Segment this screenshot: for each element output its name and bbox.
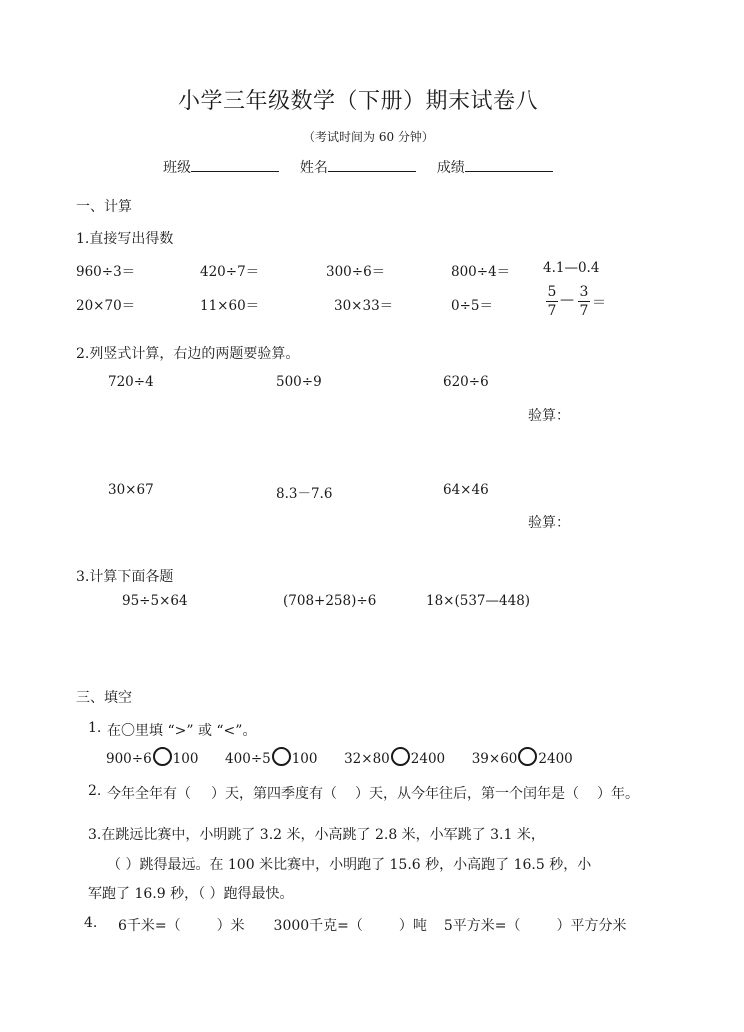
unit-part: ）平方分米 <box>556 918 627 934</box>
compare-circle[interactable] <box>518 747 537 766</box>
fill-q2-number: 2. <box>88 783 102 799</box>
fill-q2-part1: 今年全年有（ <box>107 786 191 802</box>
vertical-item: 64×46 <box>443 482 489 498</box>
q2-label: 2.列竖式计算，右边的两题要验算。 <box>76 346 300 362</box>
score-label: 成绩 <box>436 160 465 176</box>
name-blank[interactable] <box>328 171 416 172</box>
score-blank[interactable] <box>465 171 553 172</box>
unit-part: 3000千克=（ <box>273 918 363 934</box>
oral-item: 11×60＝ <box>200 298 260 314</box>
oral-item: 4.1—0.4 <box>543 260 600 276</box>
mixed-item: 95÷5×64 <box>122 593 188 609</box>
compare-left: 400÷5 <box>225 751 271 767</box>
vertical-item: 500÷9 <box>276 374 322 390</box>
section1-heading: 一、计算 <box>76 199 132 215</box>
fill-q2-part4: ）年。 <box>597 786 639 802</box>
fill-q1-number: 1. <box>88 720 102 736</box>
fraction-b-denominator: 7 <box>579 303 589 319</box>
fill-q2-part3: ）天，从今年往后，第一个闰年是（ <box>355 786 579 802</box>
compare-circle[interactable] <box>272 747 291 766</box>
fraction-equals: ＝ <box>592 295 606 311</box>
compare-left: 39×60 <box>471 751 518 767</box>
fill-q3-line1: 3.在跳远比赛中，小明跳了 3.2 米，小高跳了 2.8 米，小军跳了 3.1 米， <box>88 827 545 843</box>
fill-q2-part2: ）天，第四季度有（ <box>211 786 337 802</box>
compare-right: 100 <box>172 751 199 767</box>
compare-circle[interactable] <box>153 747 172 766</box>
compare-row <box>106 747 573 767</box>
fraction-b-numerator: 3 <box>579 284 589 300</box>
check-label: 验算： <box>528 515 570 531</box>
oral-item: 30×33＝ <box>334 298 394 314</box>
class-label: 班级 <box>163 160 191 176</box>
unit-part: 5平方米=（ <box>443 918 521 934</box>
fill-q4-number: 4. <box>84 915 98 931</box>
mixed-item: 18×(537—448) <box>426 593 531 609</box>
oral-item: 0÷5＝ <box>451 298 493 314</box>
fraction-a-denominator: 7 <box>547 303 557 319</box>
class-blank[interactable] <box>191 171 279 172</box>
fill-q1-text: 在〇里填 “>” 或 “<”。 <box>107 723 257 739</box>
check-label: 验算： <box>528 408 570 424</box>
fraction-b <box>578 284 590 319</box>
student-info <box>163 157 553 177</box>
fill-q4-text <box>118 915 626 935</box>
vertical-item: 30×67 <box>108 482 154 498</box>
compare-left: 900÷6 <box>106 751 152 767</box>
compare-right: 100 <box>291 751 318 767</box>
page-title: 小学三年级数学（下册）期末试卷八 <box>178 89 539 114</box>
oral-item: 300÷6＝ <box>326 264 386 280</box>
fill-q3-line3: 军跑了 16.9 秒，（ ）跑得最快。 <box>88 886 294 902</box>
unit-part: ）吨 <box>398 918 427 934</box>
compare-circle[interactable] <box>391 747 410 766</box>
time-note: （考试时间为 60 分钟） <box>303 130 434 144</box>
oral-item: 20×70＝ <box>76 298 136 314</box>
unit-part: 6千米=（ <box>118 918 181 934</box>
q3-label: 3.计算下面各题 <box>76 569 174 585</box>
fraction-minus: — <box>560 292 574 308</box>
compare-right: 2400 <box>410 751 446 767</box>
fraction-a-numerator: 5 <box>547 284 557 300</box>
compare-left: 32×80 <box>344 751 390 767</box>
vertical-item: 620÷6 <box>443 374 489 390</box>
fraction-a <box>546 284 558 319</box>
q1-label: 1.直接写出得数 <box>76 231 174 247</box>
vertical-item: 8.3－7.6 <box>276 486 333 502</box>
oral-item: 800÷4＝ <box>451 264 511 280</box>
unit-part: ）米 <box>216 918 245 934</box>
vertical-item: 720÷4 <box>108 374 154 390</box>
fill-q2-text <box>107 783 639 803</box>
compare-right: 2400 <box>538 751 573 767</box>
mixed-item: (708+258)÷6 <box>283 593 377 609</box>
oral-item: 960÷3＝ <box>76 264 136 280</box>
section3-heading: 三、填空 <box>76 690 132 706</box>
fill-q3-line2: （ ）跳得最远。在 100 米比赛中，小明跑了 15.6 秒，小高跑了 16.5 秒，小 <box>107 857 592 873</box>
name-label: 姓名 <box>299 160 328 176</box>
oral-item: 420÷7＝ <box>200 264 260 280</box>
